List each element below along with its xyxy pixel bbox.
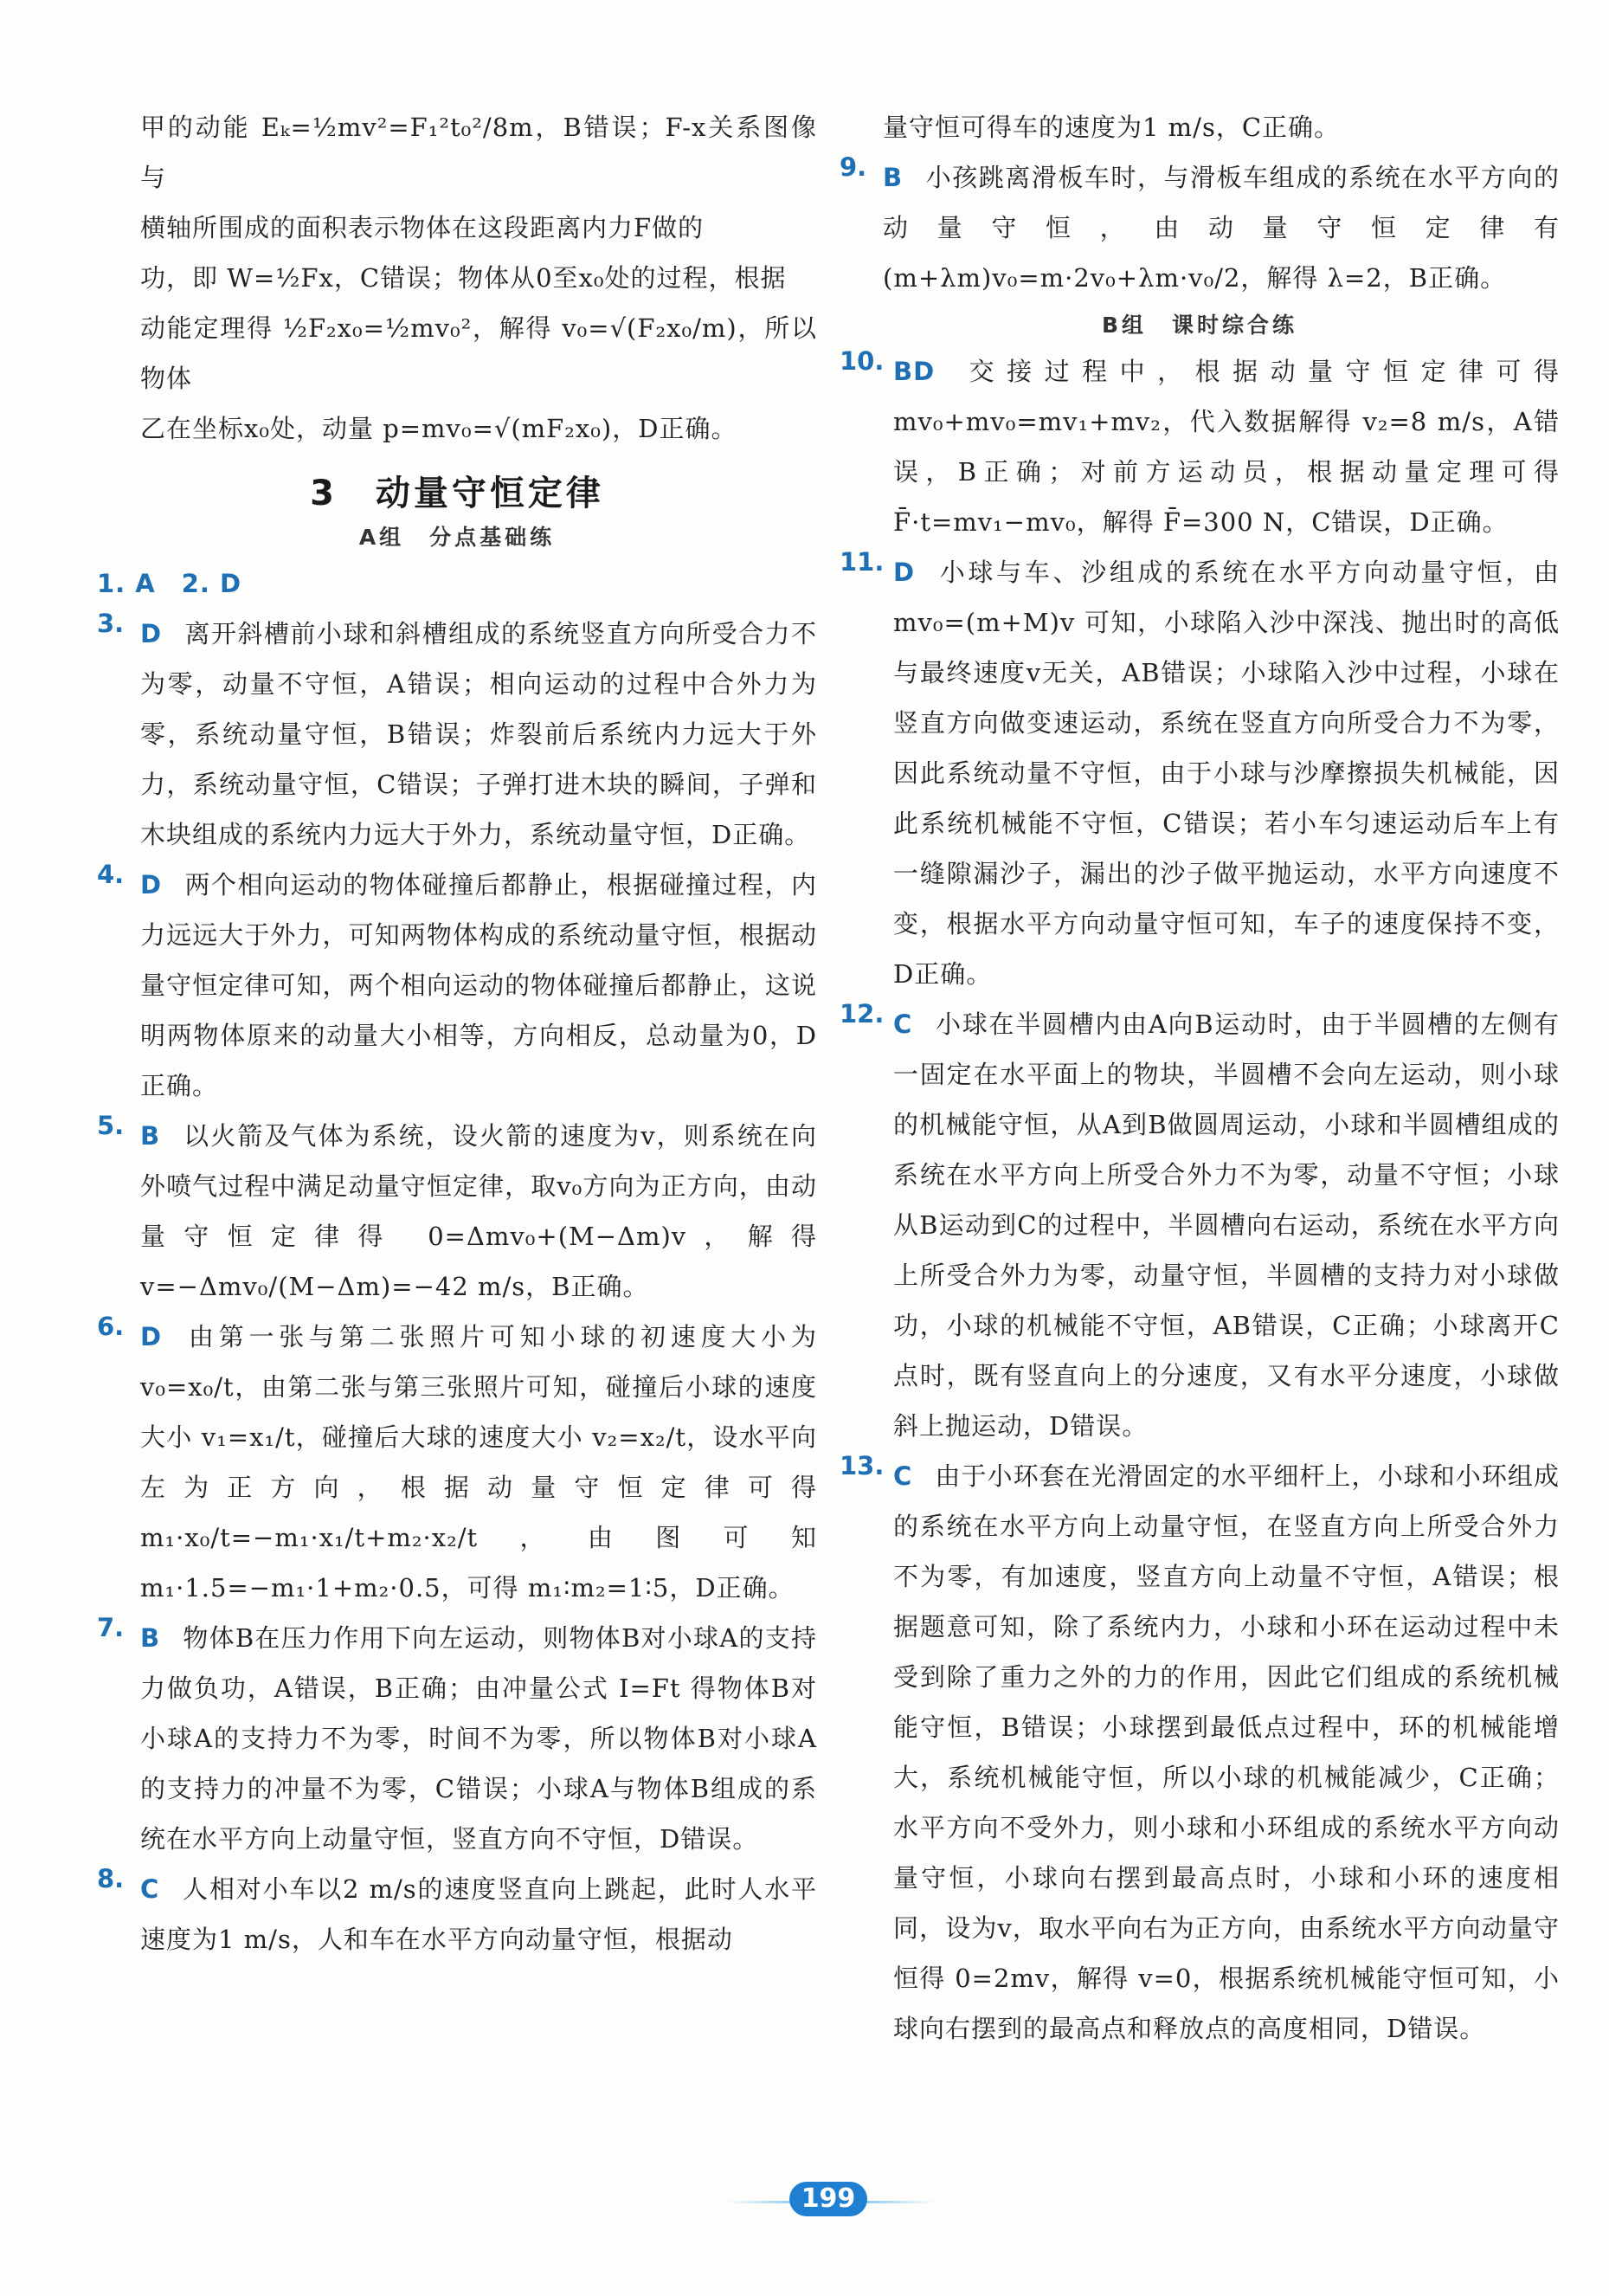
item-number: 10. [840,346,885,376]
continuation-text: 量守恒可得车的速度为1 m/s，C正确。 [883,113,1341,142]
group-b-title: B组 课时综合练 [1101,313,1298,338]
answer-item [840,152,1560,303]
item-explanation: 离开斜槽前小球和斜槽组成的系统竖直方向所受合力不为零，动量不守恒，A错误；相向运动的过程中合外力为零，系统动量守恒，B错误；炸裂前后系统内力远大于外力，系统动量守恒，C错误；子弹打进木块的瞬间，子弹和木块组成的系统内力远大于外力，系统动量守恒，D正确。 [140,619,817,849]
item-explanation: 以火箭及气体为系统，设火箭的速度为v，则系统在向外喷气过程中满足动量守恒定律，取v₀方向为正方向，由动量守恒定律得 0=Δmv₀+(M−Δm)v，解得 v=−Δmv₀/(M−Δm)=−42 m/s，B正确。 [140,1121,817,1301]
answer-item [840,1451,1560,2054]
answer-item [97,1312,817,1613]
intro-line: 动能定理得 ½F₂x₀=½mv₀²，解得 v₀=√(F₂x₀/m)，所以物体 [140,313,817,393]
right-column [840,102,1560,2054]
item-answer: D [140,870,163,900]
item-explanation: 人相对小车以2 m/s的速度竖直向上跳起，此时人水平速度为1 m/s，人和车在水平方向动量守恒，根据动 [140,1874,817,1954]
item-answer: B [140,1121,161,1151]
group-a-title: A组 分点基础练 [358,525,556,550]
item-explanation: 由第一张与第二张照片可知小球的初速度大小为 v₀=x₀/t，由第二张与第三张照片可知，碰撞后小球的速度大小 v₁=x₁/t，碰撞后大球的速度大小 v₂=x₂/t，设水平向左为正方向，根据动量守恒定律可得 m₁·x₀/t=−m₁·x₁/t+m₂·x₂/t，由图可知 m₁·1.5=−m₁·1+m₂·0.5，可得 m₁∶m₂=1∶5，D正确。 [140,1322,817,1603]
answer-item [97,1864,817,1964]
item-number: 7. [97,1613,125,1642]
item-answer: D [893,558,916,587]
item-number: 12. [840,999,885,1029]
item-explanation: 由于小环套在光滑固定的水平细杆上，小球和小环组成的系统在水平方向上动量守恒，在竖直方向上所受合外力不为零，有加速度，竖直方向上动量不守恒，A错误；根据题意可知，除了系统内力，小球和小环在运动过程中未受到除了重力之外的力的作用，因此它们组成的系统机械能守恒，B错误；小球摆到最低点过程中，环的机械能增大，系统机械能守恒，所以小球的机械能减少，C正确；水平方向不受外力，则小球和小环组成的系统水平方向动量守恒，小球向右摆到最高点时，小球和小环的速度相同，设为v，取水平向右为正方向，由系统水平方向动量守恒得 0=2mv，解得 v=0，根据系统机械能守恒可知，小球向右摆到的最高点和释放点的高度相同，D错误。 [893,1461,1560,2043]
item-answer: B [883,163,904,192]
item-number: 8. [97,1864,125,1893]
item-answer: B [140,1623,161,1653]
intro-line: 乙在坐标x₀处，动量 p=mv₀=√(mF₂x₀)，D正确。 [140,414,737,443]
section-title: 3 动量守恒定律 [310,474,604,513]
answer-item [840,547,1560,999]
item-number: 5. [97,1111,125,1140]
answer-item [97,1613,817,1864]
item-number: 9. [840,152,867,182]
answer-item [97,609,817,860]
intro-line: 横轴所围成的面积表示物体在这段距离内力F做的 [140,213,705,242]
left-column [97,102,817,1964]
item-number: 13. [840,1451,885,1480]
item-explanation: 小孩跳离滑板车时，与滑板车组成的系统在水平方向的动量守恒，由动量守恒定律有 (m+λm)v₀=m·2v₀+λm·v₀/2，解得 λ=2，B正确。 [883,163,1560,293]
footer-divider-left [727,2201,796,2203]
item-number: 3. [97,609,125,638]
item-number: 4. [97,860,125,889]
item-explanation: 两个相向运动的物体碰撞后都静止，根据碰撞过程，内力远远大于外力，可知两物体构成的系统动量守恒，根据动量守恒定律可知，两个相向运动的物体碰撞后都静止，这说明两物体原来的动量大小相等，方向相反，总动量为0，D正确。 [140,870,817,1100]
footer-divider-right [866,2201,935,2203]
item-number: 11. [840,547,885,577]
item-answer: D [140,619,163,648]
answer-item [97,1111,817,1312]
item-answer: C [140,1874,160,1904]
item-explanation: 小球与车、沙组成的系统在水平方向动量守恒，由 mv₀=(m+M)v 可知，小球陷入沙中深浅、抛出时的高低与最终速度v无关，AB错误；小球陷入沙中过程，小球在竖直方向做变速运动，系统在竖直方向所受合力不为零，因此系统动量不守恒，由于小球与沙摩擦损失机械能，因此系统机械能不守恒，C错误；若小车匀速运动后车上有一缝隙漏沙子，漏出的沙子做平抛运动，水平方向速度不变，根据水平方向动量守恒可知，车子的速度保持不变，D正确。 [893,558,1560,989]
page-footer [0,2182,1609,2216]
item-answer: C [893,1009,913,1039]
item-explanation: 物体B在压力作用下向左运动，则物体B对小球A的支持力做负功，A错误，B正确；由冲量公式 I=Ft 得物体B对小球A的支持力不为零，时间不为零，所以物体B对小球A的支持力的冲量不为零，C错误；小球A与物体B组成的系统在水平方向上动量守恒，竖直方向不守恒，D错误。 [140,1623,817,1854]
item-answer: D [140,1322,163,1351]
intro-line: 甲的动能 Eₖ=½mv²=F₁²t₀²/8m，B错误；F-x关系图像与 [140,113,817,192]
item-answer: C [893,1461,913,1491]
item-8-continuation [840,102,1560,152]
intro-line: 功，即 W=½Fx，C错误；物体从0至x₀处的过程，根据 [140,263,787,293]
page-number: 199 [789,2182,867,2216]
item-explanation: 小球在半圆槽内由A向B运动时，由于半圆槽的左侧有一固定在水平面上的物块，半圆槽不会向左运动，则小球的机械能守恒，从A到B做圆周运动，小球和半圆槽组成的系统在水平方向上所受合外力不为零，动量不守恒；小球从B运动到C的过程中，半圆槽向右运动，系统在水平方向上所受合外力为零，动量守恒，半圆槽的支持力对小球做功，小球的机械能不守恒，AB错误，C正确；小球离开C点时，既有竖直向上的分速度，又有水平分速度，小球做斜上抛运动，D错误。 [893,1009,1560,1441]
item-answer: BD [893,357,936,386]
item-number: 6. [97,1312,125,1341]
answer-item [840,346,1560,547]
intro-continuation [97,102,817,454]
answer-item [97,860,817,1111]
item-explanation: 交接过程中，根据动量守恒定律可得 mv₀+mv₀=mv₁+mv₂，代入数据解得 v₂=8 m/s，A错误，B正确；对前方运动员，根据动量定理可得 F̄·t=mv₁−mv₀，解得 F̄=300 N，C错误，D正确。 [893,357,1560,537]
answers-1-2: 1. A 2. D [97,569,242,598]
answer-item [840,999,1560,1451]
